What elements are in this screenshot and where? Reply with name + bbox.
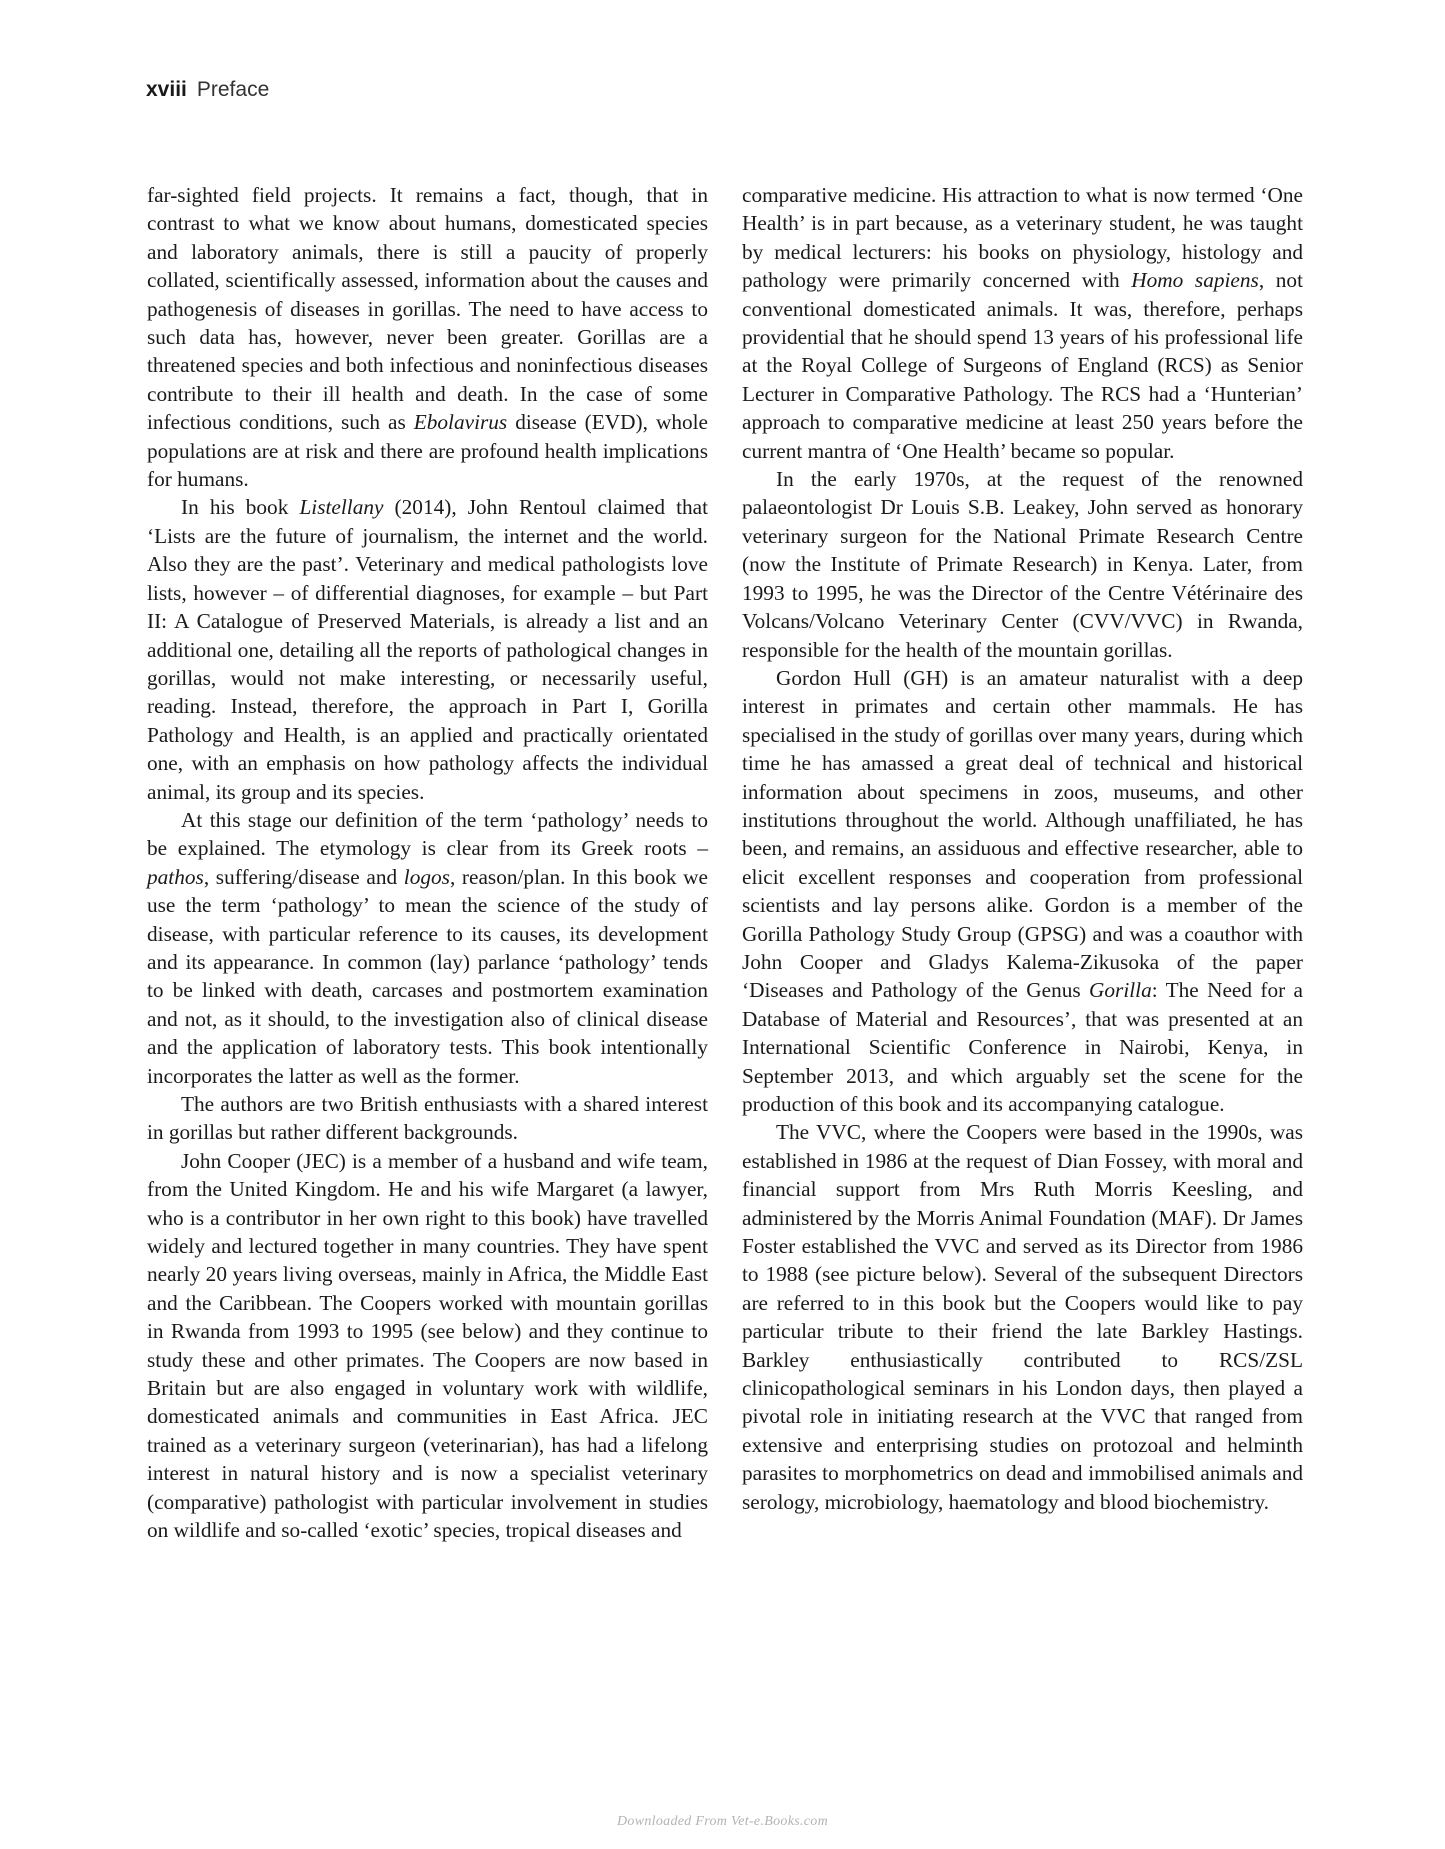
italic-term: pathos (147, 864, 204, 889)
download-watermark: Downloaded From Vet-e.Books.com (617, 1814, 828, 1829)
running-title: Preface (196, 78, 270, 101)
page-header (146, 76, 269, 104)
left-column (147, 181, 708, 1545)
paragraph: Gordon Hull (GH) is an amateur naturalist with a deep interest in primates and certain other mammals. He has specialised in the study of gorillas over many years, during which time he has amassed a great deal of technical and historical information about specimens in zoos, museums, and other institutions throughout the world. Although unaffiliated, he has been, and remains, an assiduous and effective researcher, able to elicit excellent responses and cooperation from professional scientists and lay persons alike. Gordon is a member of the Gorilla Pathology Study Group (GPSG) and was a coauthor with John Cooper and Gladys Kalema-Zikusoka of the paper ‘Diseases and Pathology of the Genus Gorilla: The Need for a Database of Material and Resources’, that was presented at an International Scientific Conference in Nairobi, Kenya, in September 2013, and which arguably set the scene for the production of this book and its accompanying catalogue. (742, 665, 1303, 1116)
paragraph: The authors are two British enthusiasts with a shared interest in gorillas but rather different backgrounds. (147, 1092, 708, 1145)
right-column (742, 181, 1303, 1516)
paragraph: At this stage our definition of the term ‘pathology’ needs to be explained. The etymology is clear from its Greek roots – pathos, suffering/disease and logos, reason/plan. In this book we use the term ‘pathology’ to mean the science of the study of disease, with particular reference to its causes, its development and its appearance. In common (lay) parlance ‘pathology’ tends to be linked with death, carcases and postmortem examination and not, as it should, to the investigation also of clinical disease and the application of laboratory tests. This book intentionally incorporates the latter as well as the former. (147, 807, 708, 1088)
italic-term: logos (403, 864, 450, 889)
paragraph: The VVC, where the Coopers were based in the 1990s, was established in 1986 at the request of Dian Fossey, with moral and financial support from Mrs Ruth Morris Keesling, and administered by the Morris Animal Foundation (MAF). Dr James Foster established the VVC and served as its Director from 1986 to 1988 (see picture below). Several of the subsequent Directors are referred to in this book but the Coopers would like to pay particular tribute to their friend the late Barkley Hastings. Barkley enthusiastically contributed to RCS/ZSL clinicopathological seminars in his London days, then played a pivotal role in initiating research at the VVC that ranged from extensive and enterprising studies on protozoal and helminth parasites to morphometrics on dead and immobilised animals and serology, microbiology, haematology and blood biochemistry. (742, 1120, 1303, 1514)
paragraph: In his book Listellany (2014), John Rentoul claimed that ‘Lists are the future of journalism, the internet and the world. Also they are the past’. Veterinary and medical pathologists love lists, however – of differential diagnoses, for example – but Part II: A Catalogue of Preserved Materials, is already a list and an additional one, detailing all the reports of pathological changes in gorillas, would not make interesting, or necessarily useful, reading. Instead, therefore, the approach in Part I, Gorilla Pathology and Health, is an applied and practically orientated one, with an emphasis on how pathology affects the individual animal, its group and its species. (147, 495, 709, 804)
paragraph: comparative medicine. His attraction to what is now termed ‘One Health’ is in part because, as a veterinary student, he was taught by medical lecturers: his books on physiology, histology and pathology were primarily concerned with Homo sapiens, not conventional domesticated animals. It was, therefore, perhaps providential that he should spend 13 years of his professional life at the Royal College of Surgeons of England (RCS) as Senior Lecturer in Comparative Pathology. The RCS had a ‘Hunterian’ approach to comparative medicine at least 250 years before the current mantra of ‘One Health’ became so popular. (742, 183, 1303, 463)
page-number: xviii (146, 78, 187, 101)
paragraph: In the early 1970s, at the request of the renowned palaeontologist Dr Louis S.B. Leakey, John served as honorary veterinary surgeon for the National Primate Research Centre (now the Institute of Primate Research) in Kenya. Later, from 1993 to 1995, he was the Director of the Centre Vétérinaire des Volcans/Volcano Veterinary Center (CVV/VVC) in Rwanda, responsible for the health of the mountain gorillas. (742, 467, 1303, 662)
italic-term: Gorilla (1089, 978, 1152, 1003)
italic-term: Homo sapiens (1131, 268, 1259, 293)
italic-term: Ebolavirus (413, 410, 508, 435)
paragraph: John Cooper (JEC) is a member of a husband and wife team, from the United Kingdom. He and his wife Margaret (a lawyer, who is a contributor in her own right to this book) have travelled widely and lectured together in many countries. They have spent nearly 20 years living overseas, mainly in Africa, the Middle East and the Caribbean. The Coopers worked with mountain gorillas in Rwanda from 1993 to 1995 (see below) and they continue to study these and other primates. The Coopers are now based in Britain but are also engaged in voluntary work with wildlife, domesticated animals and communities in East Africa. JEC trained as a veterinary surgeon (veterinarian), has had a lifelong interest in natural history and is now a specialist veterinary (comparative) pathologist with particular involvement in studies on wildlife and so-called ‘exotic’ species, tropical diseases and (147, 1148, 708, 1543)
italic-term: Listellany (299, 495, 384, 520)
paragraph: far-sighted field projects. It remains a fact, though, that in contrast to what we know about humans, domesticated species and laboratory animals, there is still a paucity of properly collated, scientifically assessed, information about the causes and pathogenesis of diseases in gorillas. The need to have access to such data has, however, never been greater. Gorillas are a threatened species and both infectious and noninfectious diseases contribute to their ill health and death. In the case of some infectious conditions, such as Ebolavirus disease (EVD), whole populations are at risk and there are profound health implications for humans. (147, 183, 708, 492)
